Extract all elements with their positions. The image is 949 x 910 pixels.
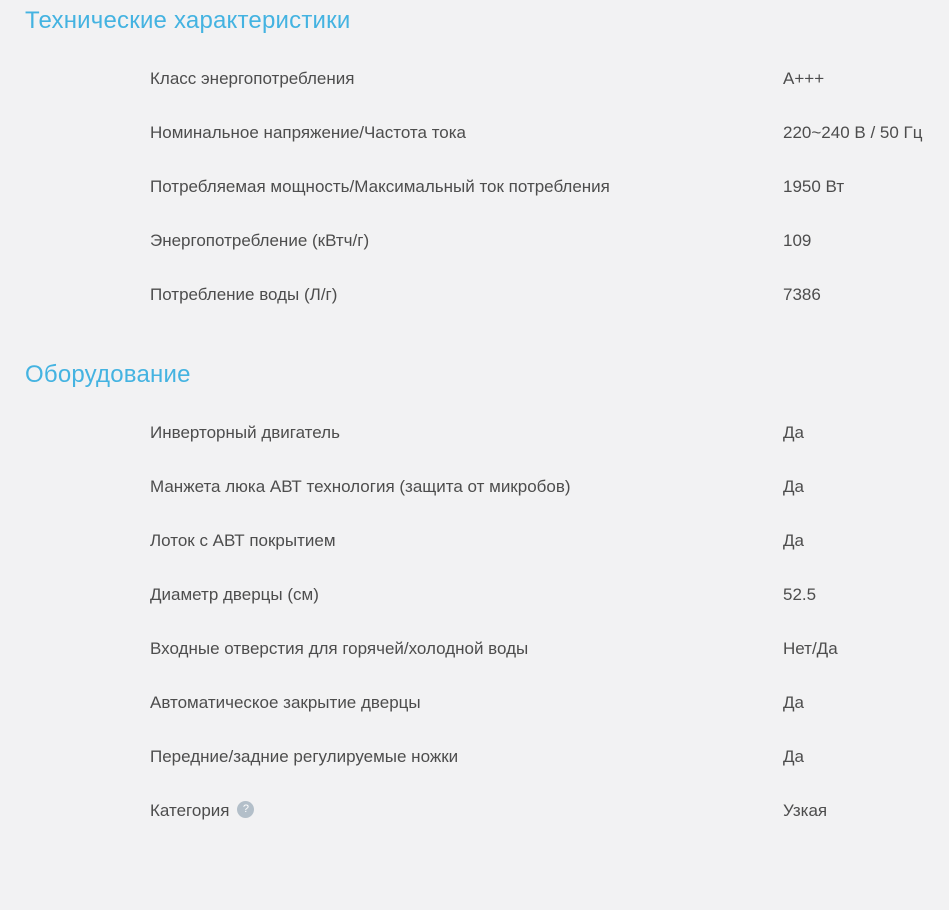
spec-row [150, 514, 949, 568]
spec-row [150, 268, 949, 322]
section-title: Технические характеристики [25, 7, 351, 34]
help-question-icon[interactable]: ? [237, 801, 254, 818]
spec-label [150, 743, 783, 771]
spec-value: Нет/Да [783, 639, 838, 658]
spec-label [150, 119, 783, 147]
spec-label [150, 173, 783, 201]
spec-label [150, 527, 783, 555]
spec-row [150, 784, 949, 838]
spec-label [150, 689, 783, 717]
spec-label [150, 797, 783, 825]
spec-row [150, 160, 949, 214]
spec-value: 109 [783, 231, 812, 250]
spec-value: Да [783, 477, 804, 496]
spec-label-text: Категория [150, 801, 230, 820]
spec-row [150, 214, 949, 268]
spec-value: Да [783, 693, 804, 712]
spec-label-text: Лоток с АВТ покрытием [150, 531, 336, 550]
spec-value: Узкая [783, 801, 828, 820]
spec-label [150, 635, 783, 663]
spec-label-text: Номинальное напряжение/Частота тока [150, 123, 467, 142]
spec-row [150, 406, 949, 460]
spec-label [150, 581, 783, 609]
spec-label [150, 419, 783, 447]
spec-row [150, 568, 949, 622]
section-title: Оборудование [25, 361, 191, 388]
spec-value: Да [783, 423, 804, 442]
spec-label-text: Потребление воды (Л/г) [150, 285, 338, 304]
spec-row [150, 52, 949, 106]
spec-label-text: Диаметр дверцы (см) [150, 585, 319, 604]
spec-label-text: Потребляемая мощность/Максимальный ток потребления [150, 177, 610, 196]
spec-value: A+++ [783, 69, 825, 88]
spec-value: Да [783, 531, 804, 550]
spec-row [150, 460, 949, 514]
spec-row [150, 106, 949, 160]
spec-value: Да [783, 747, 804, 766]
spec-label-text: Манжета люка АВТ технология (защита от микробов) [150, 477, 571, 496]
spec-label-text: Передние/задние регулируемые ножки [150, 747, 459, 766]
spec-row [150, 676, 949, 730]
spec-label-text: Класс энергопотребления [150, 69, 355, 88]
spec-label-text: Входные отверстия для горячей/холодной воды [150, 639, 529, 658]
spec-rows [150, 406, 949, 838]
spec-value: 52.5 [783, 585, 817, 604]
spec-value: 1950 Вт [783, 177, 845, 196]
spec-section [25, 6, 949, 322]
spec-rows [150, 52, 949, 322]
spec-label-text: Энергопотребление (кВтч/г) [150, 231, 370, 250]
spec-value: 220~240 В / 50 Гц [783, 123, 923, 142]
spec-row [150, 622, 949, 676]
spec-label-text: Инверторный двигатель [150, 423, 340, 442]
spec-row [150, 730, 949, 784]
spec-label [150, 65, 783, 93]
spec-label [150, 227, 783, 255]
spec-label [150, 473, 783, 501]
spec-value: 7386 [783, 285, 821, 304]
spec-section [25, 360, 949, 838]
spec-label-text: Автоматическое закрытие дверцы [150, 693, 421, 712]
spec-label [150, 281, 783, 309]
